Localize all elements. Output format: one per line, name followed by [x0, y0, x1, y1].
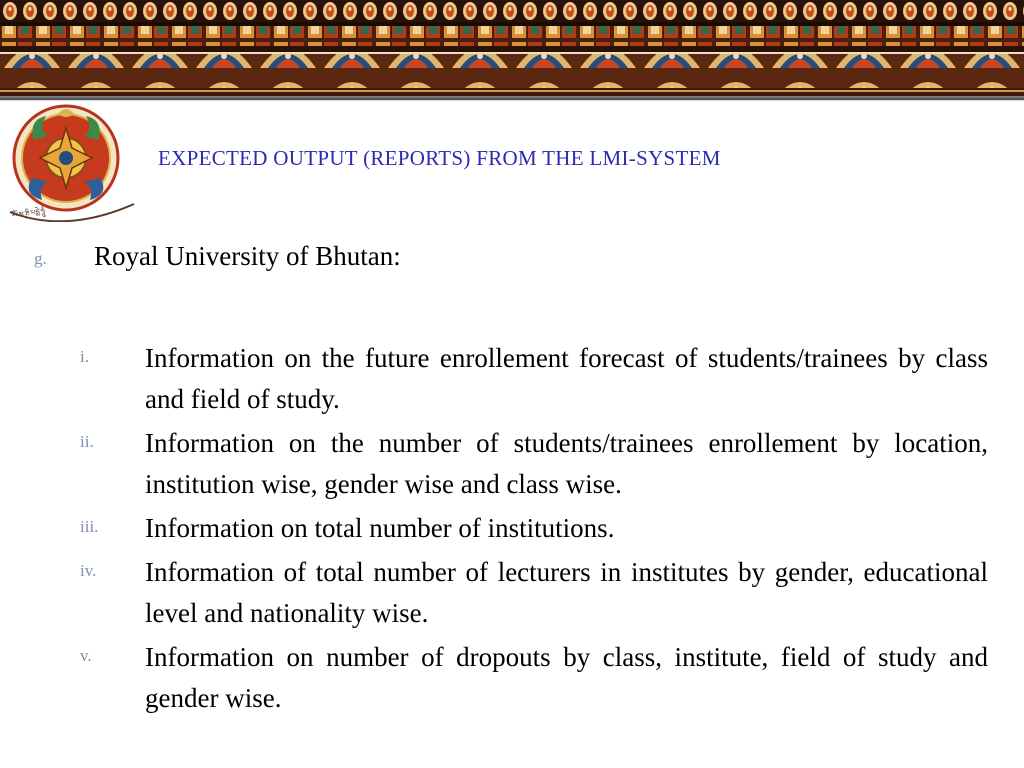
- header-banner: [0, 0, 1024, 100]
- list-item: [80, 423, 988, 505]
- slide-title: EXPECTED OUTPUT (REPORTS) FROM THE LMI-SYSTEM: [158, 146, 721, 170]
- list-item-marker: v.: [80, 646, 92, 665]
- list-item: [80, 552, 988, 634]
- list-item-marker: iv.: [80, 561, 97, 580]
- list-item-text: Information on the future enrollement forecast of students/trainees by class and field of study.: [145, 343, 988, 414]
- list-item: [80, 508, 988, 549]
- list-item: [80, 338, 988, 420]
- section-marker: g.: [34, 249, 47, 268]
- list-item-text: Information of total number of lecturers in institutes by gender, educational level and nationality wise.: [145, 557, 988, 628]
- banner-shadow: [0, 96, 1024, 102]
- list-item-text: Information on the number of students/trainees enrollement by location, institution wise, gender wise and class wise.: [145, 428, 988, 499]
- list-item-text: Information on total number of institutions.: [145, 513, 615, 543]
- architecture-banner-icon: [0, 0, 1024, 100]
- list-item-text: Information on number of dropouts by class, institute, field of study and gender wise.: [145, 642, 988, 713]
- section-heading: Royal University of Bhutan:: [94, 241, 401, 271]
- list-item-marker: i.: [80, 347, 89, 366]
- emblem: [4, 100, 140, 222]
- items-list: [80, 338, 988, 722]
- svg-text:ཨོཾ་མ་ཎི་པདྨེ་ཧཱུྃ: ཨོཾ་མ་ཎི་པདྨེ་ཧཱུྃ: [11, 207, 46, 220]
- list-item-marker: iii.: [80, 517, 99, 536]
- list-item-marker: ii.: [80, 432, 94, 451]
- royal-emblem-of-bhutan-icon: [4, 100, 140, 222]
- list-item: [80, 637, 988, 719]
